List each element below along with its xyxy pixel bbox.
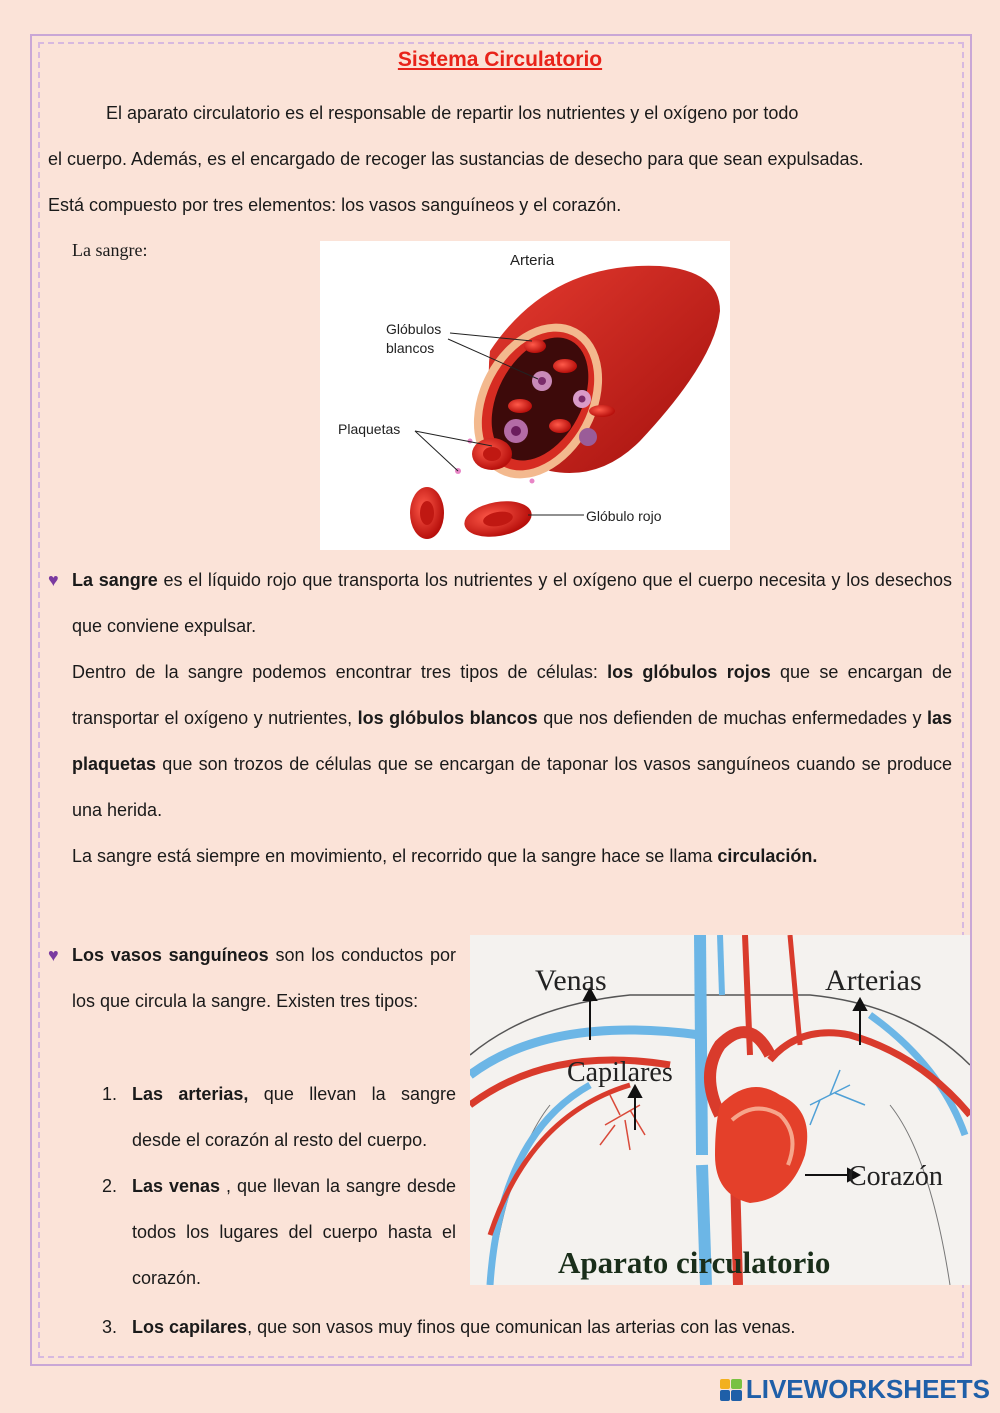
vessels-list — [72, 1071, 456, 1301]
label-globulo-rojo: Glóbulo rojo — [586, 508, 662, 524]
vessels-paragraph: Los vasos sanguíneos son los conductos por los que circula la sangre. Existen tres tipos: — [72, 945, 456, 1011]
heart-bullet-icon: ♥ — [48, 945, 59, 965]
list-item: 2. Las venas , que llevan la sangre desde todos los lugares del cuerpo hasta el corazón. — [102, 1176, 456, 1288]
label-capilares: Capilares — [567, 1057, 673, 1088]
page-title: Sistema Circulatorio — [397, 48, 603, 71]
label-plaquetas: Plaquetas — [338, 421, 401, 437]
label-arterias: Arterias — [825, 964, 922, 997]
circulatory-system-illustration — [470, 935, 970, 1285]
list-item: 3. Los capilares, que son vasos muy finos que comunican las arterias con las venas. — [102, 1317, 796, 1337]
label-arteria: Arteria — [510, 252, 555, 269]
image-caption: Aparato circulatorio — [558, 1245, 831, 1280]
blood-circulation: La sangre está siempre en movimiento, el recorrido que la sangre hace se llama circulación. — [72, 846, 818, 866]
liveworksheets-logo — [720, 1374, 990, 1405]
intro-line-2: el cuerpo. Además, es el encargado de recoger las sustancias de desecho para que sean expulsadas. — [48, 149, 864, 169]
label-venas: Venas — [535, 964, 607, 997]
brand-text: LIVEWORKSHEETS — [745, 1374, 990, 1404]
blood-vessel-illustration — [320, 241, 730, 550]
list-item: 1. Las arterias, que llevan la sangre desde el corazón al resto del cuerpo. — [102, 1084, 456, 1150]
intro-paragraph — [48, 90, 952, 228]
blood-cells-description: Dentro de la sangre podemos encontrar tres tipos de células: los glóbulos rojos que se encargan de transportar el oxígeno y nutrientes, los glóbulos blancos que nos defienden de muchas enfermedades y las plaquetas que son trozos de células que se encargan de taponar los vasos sanguíneos cuando se produce una herida. — [72, 662, 953, 820]
circulatory-system-image — [470, 935, 970, 1285]
liveworksheets-logo-icon — [720, 1379, 742, 1401]
label-globulos-blancos-1: Glóbulos — [386, 321, 442, 337]
heart-bullet-icon: ♥ — [48, 570, 59, 590]
label-globulos-blancos-2: blancos — [386, 340, 435, 356]
blood-vessel-image — [320, 241, 730, 550]
intro-line-3: Está compuesto por tres elementos: los vasos sanguíneos y el corazón. — [48, 195, 622, 215]
label-corazon: Corazón — [848, 1161, 943, 1192]
blood-definition: La sangre es el líquido rojo que transporta los nutrientes y el oxígeno que el cuerpo necesita y los desechos que conviene expulsar. — [72, 570, 952, 636]
blood-paragraph — [72, 557, 952, 879]
intro-line-1: El aparato circulatorio es el responsable de repartir los nutrientes y el oxígeno por todo — [106, 103, 799, 123]
sangre-label: La sangre: — [72, 240, 148, 260]
